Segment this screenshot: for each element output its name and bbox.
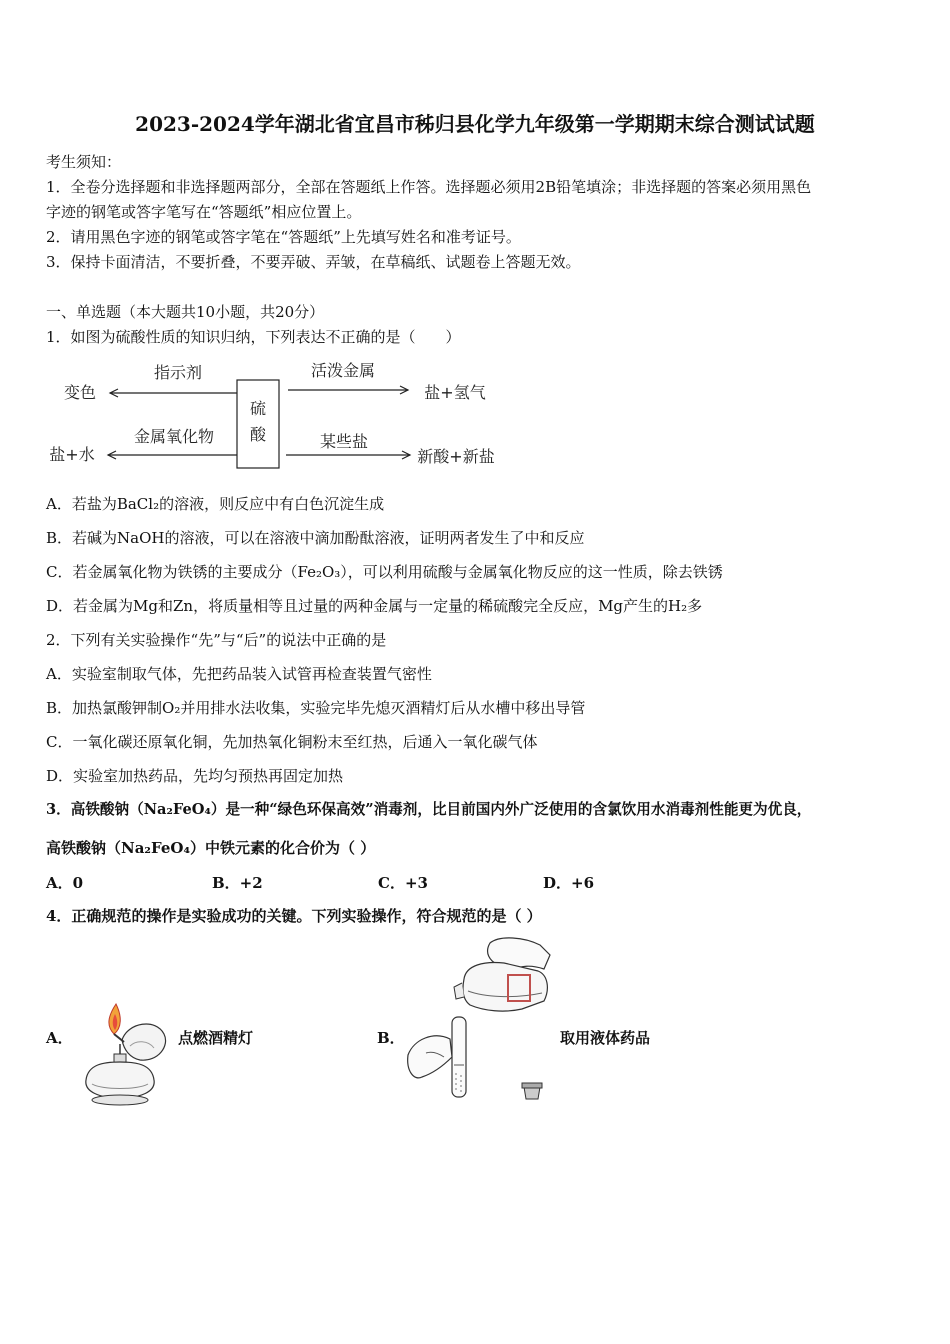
q3-option-b: B．+2 xyxy=(212,874,263,892)
q2-option-c: C．一氧化碳还原氧化铜，先加热氧化铜粉末至红热，后通入一氧化碳气体 xyxy=(46,733,538,751)
q3-option-c: C．+3 xyxy=(378,874,428,892)
box-text-2: 酸 xyxy=(249,425,267,444)
q3-stem-line-1: 3．高铁酸钠（Na₂FeO₄）是一种“绿色环保高效”消毒剂，比目前国内外广泛使用的含氯饮用水消毒剂性能更为优良， xyxy=(46,801,812,818)
test-tube xyxy=(452,1017,466,1097)
notice-item-3: 3．保持卡面清洁，不要折叠，不要弄破、弄皱，在草稿纸、试题卷上答题无效。 xyxy=(46,253,581,271)
pour-liquid-illustration xyxy=(404,935,556,1110)
right-top-result: 盐+氢气 xyxy=(424,383,486,402)
right-bottom-label: 某些盐 xyxy=(319,432,369,451)
q2-stem: 2．下列有关实验操作“先”与“后”的说法中正确的是 xyxy=(46,631,387,649)
q1-stem: 1．如图为硫酸性质的知识归纳，下列表达不正确的是（ ） xyxy=(46,328,461,346)
q4-option-a-letter: A． xyxy=(46,1029,73,1047)
right-top-label: 活泼金属 xyxy=(310,361,376,380)
q3-option-a: A．0 xyxy=(46,874,84,892)
q1-option-a: A．若盐为BaCl₂的溶液，则反应中有白色沉淀生成 xyxy=(46,495,385,513)
q4-option-b-text: 取用液体药品 xyxy=(560,1029,651,1047)
q2-option-d: D．实验室加热药品，先均匀预热再固定加热 xyxy=(46,767,344,785)
q1-option-b: B．若碱为NaOH的溶液，可以在溶液中滴加酚酞溶液，证明两者发生了中和反应 xyxy=(46,529,585,547)
page-title: 2023-2024学年湖北省宜昌市秭归县化学九年级第一学期期末综合测试试题 xyxy=(135,112,815,136)
q1-option-c: C．若金属氧化物为铁锈的主要成分（Fe₂O₃），可以利用硫酸与金属氧化物反应的这一性质，除去铁锈 xyxy=(46,563,723,581)
box-text-1: 硫 xyxy=(249,399,267,418)
notice-item-2: 2．请用黑色字迹的钢笔或答字笔在“答题纸”上先填写姓名和准考证号。 xyxy=(46,228,521,246)
left-top-label: 指示剂 xyxy=(153,363,203,382)
notice-item-1-line-2: 字迹的钢笔或答字笔写在“答题纸”相应位置上。 xyxy=(46,203,362,221)
left-bottom-label: 金属氧化物 xyxy=(133,427,215,446)
q2-option-a: A．实验室制取气体，先把药品装入试管再检查装置气密性 xyxy=(46,665,432,683)
lamp-body xyxy=(86,1062,154,1098)
holding-hand-icon xyxy=(408,1036,452,1078)
left-top-result: 变色 xyxy=(63,383,97,402)
q4-stem: 4．正确规范的操作是实验成功的关键。下列实验操作，符合规范的是（ ） xyxy=(46,907,542,925)
bottle-stopper xyxy=(524,1087,540,1099)
alcohol-lamp-illustration xyxy=(78,1000,173,1108)
left-bottom-result: 盐+水 xyxy=(49,445,95,464)
section-heading: 一、单选题（本大题共10小题，共20分） xyxy=(46,303,325,321)
q4-option-a-text: 点燃酒精灯 xyxy=(178,1029,254,1047)
right-bottom-result: 新酸+新盐 xyxy=(417,447,495,466)
q3-option-d: D．+6 xyxy=(543,874,595,892)
acid-box xyxy=(237,380,279,468)
reagent-bottle xyxy=(463,963,547,1012)
q4-option-b-letter: B． xyxy=(377,1029,405,1047)
q1-option-d: D．若金属为Mg和Zn，将质量相等且过量的两种金属与一定量的稀硫酸完全反应，Mg产生的H₂多 xyxy=(46,597,703,615)
sulfuric-acid-diagram xyxy=(40,352,520,477)
q2-option-b: B．加热氯酸钾制O₂并用排水法收集，实验完毕先熄灭酒精灯后从水槽中移出导管 xyxy=(46,699,586,717)
q3-stem-line-2: 高铁酸钠（Na₂FeO₄）中铁元素的化合价为（ ） xyxy=(46,839,376,857)
notice-item-1-line-1: 1．全卷分选择题和非选择题两部分，全部在答题纸上作答。选择题必须用2B铅笔填涂；非选择题的答案必须用黑色 xyxy=(46,178,812,196)
notice-heading: 考生须知： xyxy=(46,153,122,171)
